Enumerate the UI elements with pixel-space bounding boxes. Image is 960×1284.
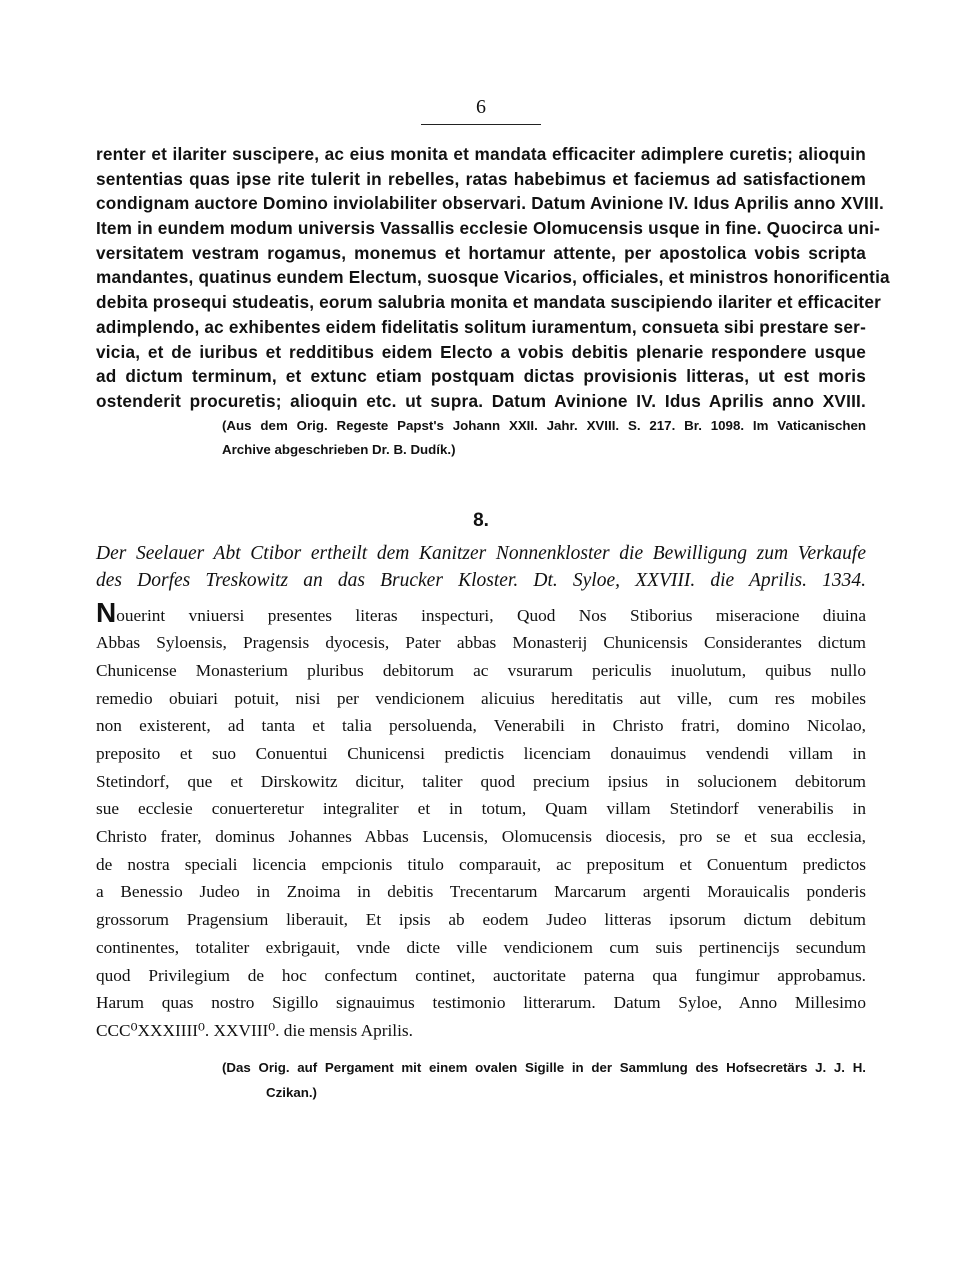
charter-line-text: ouerint vniuersi presentes literas inspecturi, Quod Nos Stiborius miseracione diuina	[116, 605, 866, 625]
charter-line: sue ecclesie conuerteretur integraliter et in totum, Quam villam Stetindorf venerabilis in	[96, 799, 866, 819]
charter-source-note	[222, 1055, 866, 1105]
charter-line: a Benessio Judeo in Znoima in debitis Trecentarum Marcarum argenti Morauicalis ponderis	[96, 882, 866, 902]
text-line: debita prosequi studeatis, eorum salubria monita et mandata suscipiendo ilariter et efficaciter	[96, 292, 882, 313]
charter-line: Stetindorf, que et Dirskowitz dicitur, taliter quod precium ipsius in solucionem debitorum	[96, 771, 866, 791]
drop-initial: N	[96, 596, 117, 628]
charter-line: Chunicense Monasterium pluribus debitorum ac vsurarum periculis inuolutum, quibus nullo	[96, 660, 866, 680]
document-page	[96, 96, 890, 1105]
charter-line: remedio obuiari potuit, nisi per vendicionem alicuius hereditatis aut ville, cum res mobiles	[96, 688, 866, 708]
charter-line: CCC⁰XXXIIII⁰. XXVIII⁰. die mensis Aprilis.	[96, 1020, 413, 1040]
text-line: Item in eundem modum universis Vassallis ecclesie Olomucensis usque in fine. Quocirca uni-	[96, 218, 881, 239]
charter-line: quod Privilegium de hoc confectum continet, auctoritate paterna qua fungimur approbamus.	[96, 965, 866, 985]
charter-note-line: Czikan.)	[266, 1084, 317, 1100]
source-note-line: Archive abgeschrieben Dr. B. Dudík.)	[222, 441, 456, 457]
charter-line: Harum quas nostro Sigillo signauimus testimonio litterarum. Datum Syloe, Anno Millesimo	[96, 993, 866, 1013]
charter-first-line	[96, 596, 866, 630]
source-note	[222, 414, 866, 462]
text-line: vicia, et de iuribus et redditibus eidem Electo a vobis debitis plenarie respondere usque	[96, 341, 866, 362]
text-line: renter et ilariter suscipere, ac eius monita et mandata efficaciter adimplere curetis; alioquin	[96, 144, 866, 164]
section-heading	[96, 540, 866, 594]
heading-line: des Dorfes Treskowitz an das Brucker Kloster. Dt. Syloe, XXVIII. die Aprilis. 1334.	[96, 569, 866, 591]
text-line: ostenderit procuretis; alioquin etc. ut supra. Datum Avinione IV. Idus Aprilis anno XVIII.	[96, 390, 866, 411]
charter-text	[96, 596, 866, 1045]
text-line: condignam auctore Domino inviolabiliter observari. Datum Avinione IV. Idus Aprilis anno XVIII.	[96, 193, 884, 214]
text-line: ad dictum terminum, et extunc etiam postquam dictas provisionis litteras, ut est moris	[96, 366, 866, 387]
text-line: versitatem vestram rogamus, monemus et hortamur attente, per apostolica vobis scripta	[96, 242, 866, 263]
text-line: adimplendo, ac exhibentes eidem fidelitatis solitum iuramentum, consueta sibi prestare ser-	[96, 316, 866, 337]
heading-line: Der Seelauer Abt Ctibor ertheilt dem Kanitzer Nonnenkloster die Bewilligung zum Verkaufe	[96, 542, 866, 564]
charter-line: Abbas Syloensis, Pragensis dyocesis, Pater abbas Monasterij Chunicensis Considerantes dictum	[96, 633, 866, 653]
charter-line: non existerent, ad tanta et talia persoluenda, Venerabili in Christo fratri, domino Nicolao,	[96, 716, 866, 736]
source-note-line: (Aus dem Orig. Regeste Papst's Johann XXII. Jahr. XVIII. S. 217. Br. 1098. Im Vaticanischen	[222, 417, 866, 433]
page-number: 6	[476, 96, 486, 118]
charter-line: continentes, totaliter exbrigauit, vnde dicte ville vendicionem cum suis pertinencijs secundum	[96, 937, 866, 957]
charter-line: preposito et suo Conuentui Chunicensi predictis licenciam donauimus vendendi villam in	[96, 744, 866, 763]
charter-note-line: (Das Orig. auf Pergament mit einem ovalen Sigille in der Sammlung des Hofsecretärs J. J. H.	[222, 1059, 866, 1075]
continuation-text	[96, 142, 890, 414]
text-line: mandantes, quatinus eundem Electum, suosque Vicarios, officiales, et ministros honorificentia	[96, 267, 890, 288]
text-line: sententias quas ipse rite tulerit in rebelles, ratas habebimus et faciemus ad satisfactionem	[96, 168, 866, 189]
header-rule	[421, 124, 541, 125]
charter-line: grossorum Pragensium liberauit, Et ipsis ab eodem Judeo litteras ipsorum dictum debitum	[96, 910, 866, 930]
charter-line: Christo frater, dominus Johannes Abbas Lucensis, Olomucensis diocesis, pro se et sua ecclesia,	[96, 827, 866, 847]
charter-line: de nostra speciali licencia empcionis titulo comparauit, ac prepositum et Conuentum predictos	[96, 854, 866, 874]
section-number: 8.	[473, 509, 489, 531]
